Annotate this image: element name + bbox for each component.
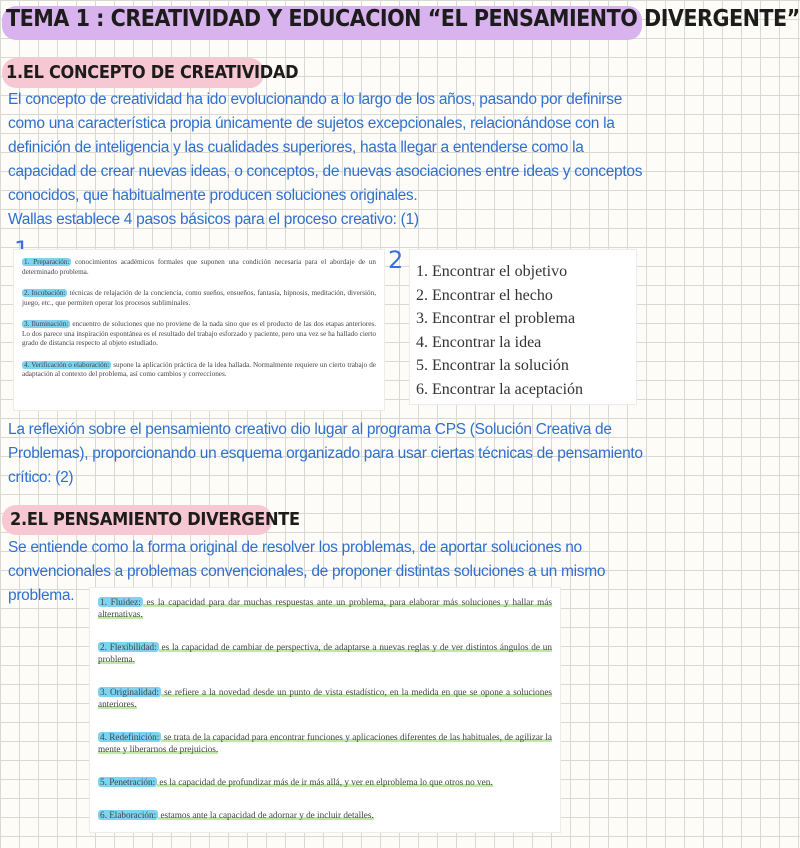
text-line: crítico: (2) xyxy=(8,469,74,486)
wallas-step-text: técnicas de relajación de la conciencia, como sueños, ensueños, fantasía, hipnosis, meditación, diversión, juego, etc., que permiten operar los procesos subliminales. xyxy=(22,289,376,307)
cps-step: 4. Encontrar la idea xyxy=(416,333,542,351)
wallas-step xyxy=(14,320,384,349)
wallas-step-text: encuentro de soluciones que no proviene de la nada sino que es el producto de las dos etapas anteriores. Lo dos parece una inspiración espontánea es el resultado del trabajo esforzado y paciente, pero una vez se ha hallado cierto grado de distancia respecto al objeto estudiado. xyxy=(22,320,376,347)
trait xyxy=(90,596,560,620)
trait-term: 3. Originalidad: xyxy=(100,687,159,697)
cps-paragraph xyxy=(8,418,643,490)
text-line: convencionales a problemas convencionales, de proponer distintas soluciones a un mismo xyxy=(8,563,606,580)
cps-steps-list xyxy=(410,250,636,401)
page-title: TEMA 1 : CREATIVIDAD Y EDUCACION “EL PENSAMIENTO DIVERGENTE” xyxy=(6,6,800,32)
section1-paragraph xyxy=(8,88,642,232)
wallas-step-term: 4. Verificación o elaboración: xyxy=(24,360,110,369)
cps-step: 1. Encontrar el objetivo xyxy=(416,263,568,280)
wallas-step-term: 2. Incubación: xyxy=(24,289,66,297)
trait-text: es la capacidad de cambiar de perspectiva, de adaptarse a nuevas reglas y de ver distintos ángulos de un problema. xyxy=(98,642,552,664)
trait-term: 2. Flexibilidad: xyxy=(100,642,157,652)
section2-heading: 2.EL PENSAMIENTO DIVERGENTE xyxy=(10,509,300,530)
trait-text: es la capacidad para dar muchas respuestas ante un problema, para elaborar más soluciones y hallar más alternativas. xyxy=(98,597,552,619)
text-line: Problemas), proporcionando un esquema organizado para usar ciertas técnicas de pensamiento xyxy=(8,445,643,462)
trait-text: se refiere a la novedad desde un punto de vista estadístico, en la medida en que se opone a soluciones anteriores. xyxy=(98,687,552,709)
trait-text: es la capacidad de profundizar más de ir más allá, y ver en elproblema lo que otros no ven. xyxy=(157,777,493,787)
text-line: conocidos, que habitualmente producen soluciones originales. xyxy=(8,187,418,204)
trait-text: se trata de la capacidad para encontrar funciones y aplicaciones diferentes de las habituales, de agilizar la mente y liberarnos de prejuicios. xyxy=(98,732,552,754)
trait xyxy=(90,731,560,755)
cps-steps-image xyxy=(410,250,636,404)
cps-step: 3. Encontrar el problema xyxy=(416,310,576,327)
trait-term: 6. Elaboración: xyxy=(100,810,157,820)
trait xyxy=(90,641,560,665)
text-line: como una característica propia únicamente de sujetos excepcionales, relacionándose con la xyxy=(8,115,615,132)
trait-term: 4. Redefinición: xyxy=(100,732,160,742)
trait xyxy=(90,809,560,821)
text-line: problema. xyxy=(8,587,75,604)
wallas-step xyxy=(14,361,384,380)
wallas-step-term: 3. Iluminación: xyxy=(24,320,69,328)
wallas-step xyxy=(14,258,384,277)
divergent-traits-image xyxy=(90,588,560,832)
trait-term: 1. Fluidez: xyxy=(100,597,141,607)
trait xyxy=(90,686,560,710)
wallas-steps-image xyxy=(14,250,384,410)
trait xyxy=(90,776,560,788)
handwritten-number-2: 2 xyxy=(388,246,404,274)
text-line: capacidad de crear nuevas ideas, o conceptos, de nuevas asociaciones entre ideas y conceptos xyxy=(8,163,643,180)
cps-step: 2. Encontrar el hecho xyxy=(416,286,553,304)
trait-text: estamos ante la capacidad de adornar y de incluir detalles. xyxy=(158,810,374,820)
text-line: Se entiende como la forma original de resolver los problemas, de aportar soluciones no xyxy=(8,539,582,556)
cps-step: 6. Encontrar la aceptación xyxy=(416,380,584,398)
text-line: Wallas establece 4 pasos básicos para el proceso creativo: (1) xyxy=(8,211,419,228)
cps-step: 5. Encontrar la solución xyxy=(416,357,569,374)
trait-term: 5. Penetración: xyxy=(100,777,156,787)
text-line: La reflexión sobre el pensamiento creativo dio lugar al programa CPS (Solución Creativa de xyxy=(8,421,612,438)
wallas-step-text: conocimientos académicos formales que suponen una condición necesaria para el abordaje de un determinado problema. xyxy=(22,258,376,276)
wallas-step-term: 1. Preparación: xyxy=(24,258,70,266)
text-line: definición de inteligencia y las cualidades superiores, hasta llegar a entenderse como la xyxy=(8,139,584,156)
wallas-step-text: supone la aplicación práctica de la idea hallada. Normalmente requiere un cierto trabajo de adaptación al contexto del problema, así como cambios y correcciones. xyxy=(22,360,376,378)
text-line: El concepto de creatividad ha ido evolucionando a lo largo de los años, pasando por definirse xyxy=(8,91,623,108)
wallas-step xyxy=(14,289,384,308)
section1-heading: 1.EL CONCEPTO DE CREATIVIDAD xyxy=(6,62,299,83)
